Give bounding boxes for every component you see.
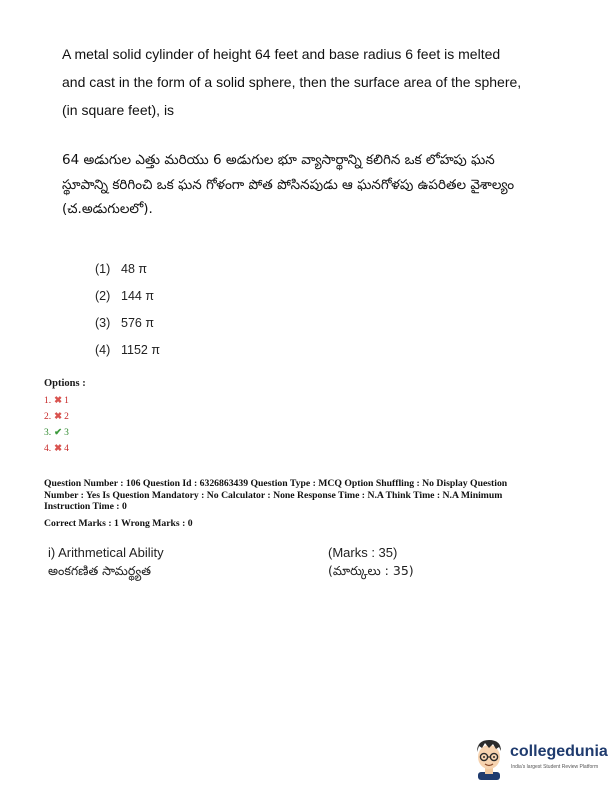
option-prefix: 1. [44, 396, 52, 406]
option-prefix: 3. [44, 428, 52, 438]
choice-item [95, 337, 295, 364]
choice-value: 144 π [121, 289, 154, 303]
metadata-line: Number : Yes Is Question Mandatory : No Calculator : None Response Time : N.A Think Time : N.A Minimum [44, 489, 503, 501]
brand-tagline: India's largest Student Review Platform [511, 764, 599, 770]
option-item [44, 409, 86, 425]
answer-choices [95, 256, 295, 364]
correct-check-icon: ✔ [54, 428, 63, 438]
section-title: i) Arithmetical Ability [48, 545, 164, 560]
wrong-cross-icon: ✖ [54, 412, 63, 422]
wrong-cross-icon: ✖ [54, 444, 63, 454]
marks-line: Correct Marks : 1 Wrong Marks : 0 [44, 517, 193, 529]
student-mascot-icon [470, 736, 508, 780]
collegedunia-watermark [470, 736, 610, 786]
section-row-english [48, 544, 468, 562]
options-title: Options : [44, 378, 86, 389]
question-text-english: A metal solid cylinder of height 64 feet and base radius 6 feet is melted and cast in the form of a solid sphere, then the surface area of the sphere,(in square feet), is [62, 46, 522, 118]
choice-item [95, 256, 295, 283]
option-item-correct [44, 425, 86, 441]
option-prefix: 2. [44, 412, 52, 422]
section-header [48, 544, 468, 580]
choice-item [95, 283, 295, 310]
option-value: 3 [64, 428, 69, 438]
choice-item [95, 310, 295, 337]
section-marks: (Marks : 35) [328, 545, 398, 560]
metadata-line: Question Number : 106 Question Id : 6326863439 Question Type : MCQ Option Shuffling : No Display Question [44, 478, 508, 489]
choice-value: 576 π [121, 316, 154, 330]
choice-number: (2) [95, 289, 111, 303]
choice-number: (1) [95, 262, 111, 276]
question-metadata [44, 478, 559, 529]
option-item [44, 441, 86, 457]
section-row-telugu [48, 562, 468, 580]
choice-value: 1152 π [121, 343, 160, 357]
wrong-cross-icon: ✖ [54, 396, 63, 406]
option-value: 4 [64, 444, 69, 454]
choice-number: (3) [95, 316, 111, 330]
option-item [44, 393, 86, 409]
choice-value: 48 π [121, 262, 148, 276]
metadata-line: Instruction Time : 0 [44, 501, 127, 513]
options-block [44, 378, 86, 457]
option-value: 1 [64, 396, 69, 406]
section-title-telugu: అంకగణిత సామర్థ్యత [48, 563, 151, 578]
option-value: 2 [64, 412, 69, 422]
option-prefix: 4. [44, 444, 52, 454]
question-text-telugu: 64 అడుగుల ఎత్తు మరియు 6 అడుగుల భూ వ్యాసార్థాన్ని కలిగిన ఒక లోహపు ఘన స్థూపాన్ని కరిగించి ఒక ఘన గోళంగా పోత పోసినపుడు ఆ ఘనగోళపు ఉపరితల వైశాల్యం (చ.అడుగులలో). [62, 152, 515, 217]
brand-name: collegedunia [510, 743, 608, 760]
choice-number: (4) [95, 343, 111, 357]
section-marks-telugu: (మార్కులు : 35) [328, 563, 414, 578]
